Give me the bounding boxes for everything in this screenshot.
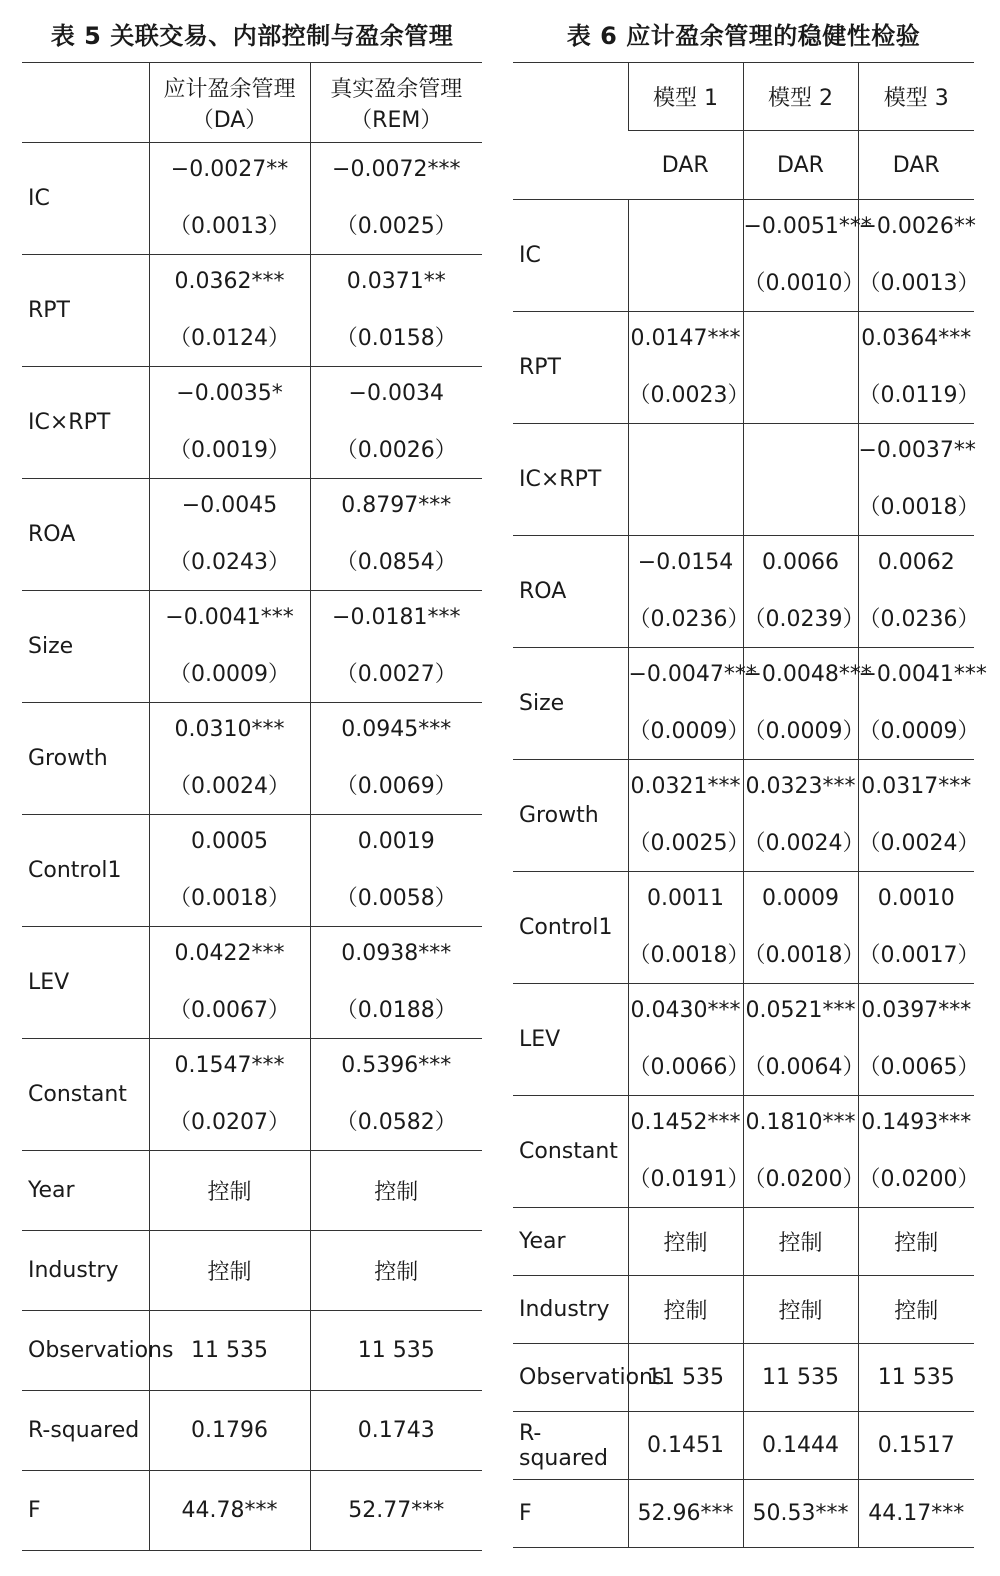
table-row [513, 424, 974, 536]
table-row [513, 1412, 974, 1480]
table-cell [858, 984, 980, 1096]
table-cell [310, 927, 482, 1039]
row-label: RPT [513, 312, 628, 424]
table-cell [743, 1096, 865, 1208]
coefficient: −0.0051*** [743, 213, 872, 239]
row-label: IC [513, 200, 628, 312]
coefficient: −0.0181*** [332, 604, 461, 630]
coefficient: −0.0041*** [165, 604, 294, 630]
coefficient: 0.0371** [346, 268, 446, 294]
row-label: Size [513, 648, 628, 760]
table-6-header-depvar-1: DAR [628, 131, 743, 200]
standard-error: （0.0024） [858, 831, 980, 857]
table-cell: 控制 [628, 1276, 743, 1344]
row-label: LEV [513, 984, 628, 1096]
row-label: Observations [22, 1311, 149, 1391]
row-label: Year [22, 1151, 149, 1231]
table-cell [743, 872, 865, 984]
table-cell: 0.1444 [743, 1412, 858, 1480]
table-cell [858, 648, 987, 760]
standard-error: （0.0009） [169, 662, 290, 688]
table-5-block [22, 0, 482, 1551]
table-cell [628, 312, 750, 424]
standard-error: （0.0024） [743, 831, 865, 857]
table-5-header-rem: 真实盈余管理（REM） [310, 63, 482, 143]
table-cell: 控制 [310, 1231, 482, 1311]
table-row [513, 872, 974, 984]
coefficient: −0.0034 [348, 380, 444, 406]
coefficient: 0.1547*** [174, 1052, 285, 1078]
row-label: ROA [22, 479, 149, 591]
table-cell [310, 815, 482, 927]
table-cell [310, 143, 482, 255]
standard-error: （0.0018） [628, 943, 750, 969]
standard-error: （0.0239） [743, 607, 865, 633]
table-row [513, 200, 974, 312]
table-cell [628, 536, 750, 648]
row-label: IC×RPT [513, 424, 628, 536]
row-label: Control1 [22, 815, 149, 927]
table-cell: 11 535 [310, 1311, 482, 1391]
table-cell [743, 648, 872, 760]
row-label: LEV [22, 927, 149, 1039]
standard-error: （0.0025） [628, 831, 750, 857]
table-cell [743, 760, 865, 872]
table-row [513, 1208, 974, 1276]
standard-error: （0.0023） [628, 383, 750, 409]
standard-error: （0.0013） [858, 271, 980, 297]
standard-error: （0.0019） [169, 438, 290, 464]
row-label: IC [22, 143, 149, 255]
table-row [513, 1276, 974, 1344]
table-row [22, 143, 482, 255]
table-cell: 11 535 [149, 1311, 310, 1391]
table-5-header-corner [22, 63, 149, 143]
table-cell [628, 872, 750, 984]
table-cell: 44.78*** [149, 1471, 310, 1551]
coefficient: 0.0362*** [174, 268, 285, 294]
table-cell [310, 479, 482, 591]
table-cell: 控制 [149, 1151, 310, 1231]
table-6-header-depvar-2: DAR [743, 131, 858, 200]
coefficient: 0.0323*** [745, 773, 856, 799]
table-cell [310, 591, 482, 703]
table-cell [858, 760, 980, 872]
table-row [22, 591, 482, 703]
table-cell: 控制 [743, 1276, 858, 1344]
coefficient: 0.0364*** [861, 325, 972, 351]
row-label: R-squared [22, 1391, 149, 1471]
coefficient: 0.0019 [357, 828, 435, 854]
table-cell [628, 760, 750, 872]
table-row [513, 312, 974, 424]
standard-error: （0.0064） [743, 1055, 865, 1081]
table-cell [149, 703, 310, 815]
table-cell [743, 312, 858, 424]
table-cell: 0.1796 [149, 1391, 310, 1471]
row-label: RPT [22, 255, 149, 367]
coefficient: 0.1493*** [861, 1109, 972, 1135]
row-label: F [513, 1480, 628, 1548]
table-cell: 52.77*** [310, 1471, 482, 1551]
table-cell: 0.1743 [310, 1391, 482, 1471]
standard-error: （0.0236） [858, 607, 980, 633]
coefficient: 0.1452*** [630, 1109, 741, 1135]
standard-error: （0.0200） [858, 1167, 980, 1193]
table-cell [628, 1096, 750, 1208]
table-cell [149, 927, 310, 1039]
table-6-header-model-2: 模型 2 [743, 63, 858, 131]
standard-error: （0.0024） [169, 774, 290, 800]
table-row [22, 1039, 482, 1151]
coefficient: 0.1810*** [745, 1109, 856, 1135]
table-cell [743, 424, 858, 536]
coefficient: −0.0035* [176, 380, 283, 406]
standard-error: （0.0124） [169, 326, 290, 352]
table-cell [858, 536, 980, 648]
coefficient: 0.5396*** [341, 1052, 452, 1078]
coefficient: −0.0027** [170, 156, 289, 182]
coefficient: 0.0066 [762, 549, 839, 575]
table-cell [743, 536, 865, 648]
table-6-header-model-1: 模型 1 [628, 63, 743, 131]
table-cell [743, 200, 872, 312]
table-cell [310, 1039, 482, 1151]
table-cell [149, 591, 310, 703]
coefficient: 0.0321*** [630, 773, 741, 799]
table-cell [310, 255, 482, 367]
table-cell [149, 479, 310, 591]
table-6-header-depvar-3: DAR [858, 131, 974, 200]
table-row [22, 927, 482, 1039]
table-cell [310, 367, 482, 479]
table-row [513, 536, 974, 648]
table-row [22, 1311, 482, 1391]
coefficient: 0.0397*** [861, 997, 972, 1023]
row-label: Growth [513, 760, 628, 872]
table-cell [310, 703, 482, 815]
table-cell: 0.1451 [628, 1412, 743, 1480]
table-cell [628, 984, 750, 1096]
standard-error: （0.0119） [858, 383, 980, 409]
row-label: Size [22, 591, 149, 703]
table-6-caption: 表 6 应计盈余管理的稳健性检验 [566, 22, 921, 50]
table-6-header-corner [513, 63, 628, 200]
table-cell [628, 200, 743, 312]
table-row [22, 1151, 482, 1231]
row-label: Constant [22, 1039, 149, 1151]
standard-error: （0.0025） [335, 214, 457, 240]
row-label: Industry [513, 1276, 628, 1344]
coefficient: 0.0147*** [630, 325, 741, 351]
table-6-block [513, 0, 987, 1548]
standard-error: （0.0027） [335, 662, 457, 688]
table-cell: 控制 [149, 1231, 310, 1311]
table-row [513, 648, 974, 760]
standard-error: （0.0009） [858, 719, 980, 745]
standard-error: （0.0018） [858, 495, 980, 521]
table-cell: 44.17*** [858, 1480, 974, 1548]
coefficient: −0.0154 [637, 549, 734, 575]
standard-error: （0.0009） [628, 719, 750, 745]
table-row [513, 760, 974, 872]
table-cell [628, 424, 743, 536]
coefficient: −0.0045 [181, 492, 278, 518]
coefficient: 0.0430*** [630, 997, 741, 1023]
table-cell [149, 815, 310, 927]
table-5 [22, 62, 482, 1551]
table-row [513, 984, 974, 1096]
standard-error: （0.0010） [743, 271, 865, 297]
table-6 [513, 62, 987, 1548]
row-label: Growth [22, 703, 149, 815]
standard-error: （0.0582） [335, 1110, 457, 1136]
table-cell [858, 312, 980, 424]
standard-error: （0.0200） [743, 1167, 865, 1193]
coefficient: 0.0521*** [745, 997, 856, 1023]
table-cell: 控制 [628, 1208, 743, 1276]
standard-error: （0.0158） [335, 326, 457, 352]
coefficient: −0.0041*** [858, 661, 987, 687]
table-cell: 控制 [743, 1208, 858, 1276]
standard-error: （0.0191） [628, 1167, 750, 1193]
coefficient: 0.0938*** [341, 940, 452, 966]
standard-error: （0.0026） [335, 438, 457, 464]
standard-error: （0.0013） [169, 214, 290, 240]
table-row [22, 1471, 482, 1551]
table-cell [149, 367, 310, 479]
table-cell [858, 200, 980, 312]
coefficient: −0.0037** [858, 437, 976, 463]
standard-error: （0.0009） [743, 719, 865, 745]
row-label: Control1 [513, 872, 628, 984]
standard-error: （0.0058） [335, 886, 457, 912]
table-row [513, 1096, 974, 1208]
coefficient: −0.0026** [858, 213, 976, 239]
table-cell [149, 1039, 310, 1151]
standard-error: （0.0018） [169, 886, 290, 912]
standard-error: （0.0207） [169, 1110, 290, 1136]
standard-error: （0.0017） [858, 943, 980, 969]
table-cell: 50.53*** [743, 1480, 858, 1548]
table-cell [858, 872, 980, 984]
table-cell [858, 1096, 980, 1208]
table-cell [743, 984, 865, 1096]
coefficient: 0.0422*** [174, 940, 285, 966]
table-cell: 11 535 [858, 1344, 974, 1412]
standard-error: （0.0065） [858, 1055, 980, 1081]
table-cell [149, 255, 310, 367]
row-label: IC×RPT [22, 367, 149, 479]
coefficient: 0.0062 [877, 549, 955, 575]
table-5-caption: 表 5 关联交易、内部控制与盈余管理 [50, 22, 454, 50]
table-row [22, 815, 482, 927]
standard-error: （0.0069） [335, 774, 457, 800]
row-label: F [22, 1471, 149, 1551]
table-6-header-model-3: 模型 3 [858, 63, 974, 131]
table-cell: 0.1517 [858, 1412, 974, 1480]
row-label: Year [513, 1208, 628, 1276]
standard-error: （0.0067） [169, 998, 290, 1024]
table-row [22, 1231, 482, 1311]
table-cell [149, 143, 310, 255]
standard-error: （0.0066） [628, 1055, 750, 1081]
table-row [22, 367, 482, 479]
coefficient: 0.0005 [191, 828, 268, 854]
table-row [22, 1391, 482, 1471]
coefficient: 0.0011 [647, 885, 724, 911]
coefficient: 0.0009 [762, 885, 839, 911]
table-row [22, 703, 482, 815]
coefficient: 0.8797*** [341, 492, 452, 518]
row-label: Industry [22, 1231, 149, 1311]
standard-error: （0.0188） [335, 998, 457, 1024]
row-label: Constant [513, 1096, 628, 1208]
standard-error: （0.0243） [169, 550, 290, 576]
table-row [22, 479, 482, 591]
standard-error: （0.0236） [628, 607, 750, 633]
table-row [513, 1344, 974, 1412]
table-5-header-da: 应计盈余管理（DA） [149, 63, 310, 143]
coefficient: −0.0072*** [332, 156, 461, 182]
coefficient: 0.0317*** [861, 773, 972, 799]
coefficient: −0.0048*** [743, 661, 872, 687]
coefficient: 0.0945*** [341, 716, 452, 742]
table-cell: 控制 [858, 1276, 974, 1344]
coefficient: 0.0310*** [174, 716, 285, 742]
row-label: ROA [513, 536, 628, 648]
standard-error: （0.0018） [743, 943, 865, 969]
row-label: Observations [513, 1344, 628, 1412]
table-row [22, 255, 482, 367]
table-cell: 52.96*** [628, 1480, 743, 1548]
standard-error: （0.0854） [335, 550, 457, 576]
coefficient: 0.0010 [877, 885, 955, 911]
table-cell [858, 424, 980, 536]
coefficient: −0.0047*** [628, 661, 757, 687]
table-cell: 控制 [310, 1151, 482, 1231]
table-cell [628, 648, 757, 760]
table-cell: 控制 [858, 1208, 974, 1276]
row-label: R-squared [513, 1412, 628, 1480]
table-cell: 11 535 [628, 1344, 743, 1412]
table-cell: 11 535 [743, 1344, 858, 1412]
table-row [513, 1480, 974, 1548]
